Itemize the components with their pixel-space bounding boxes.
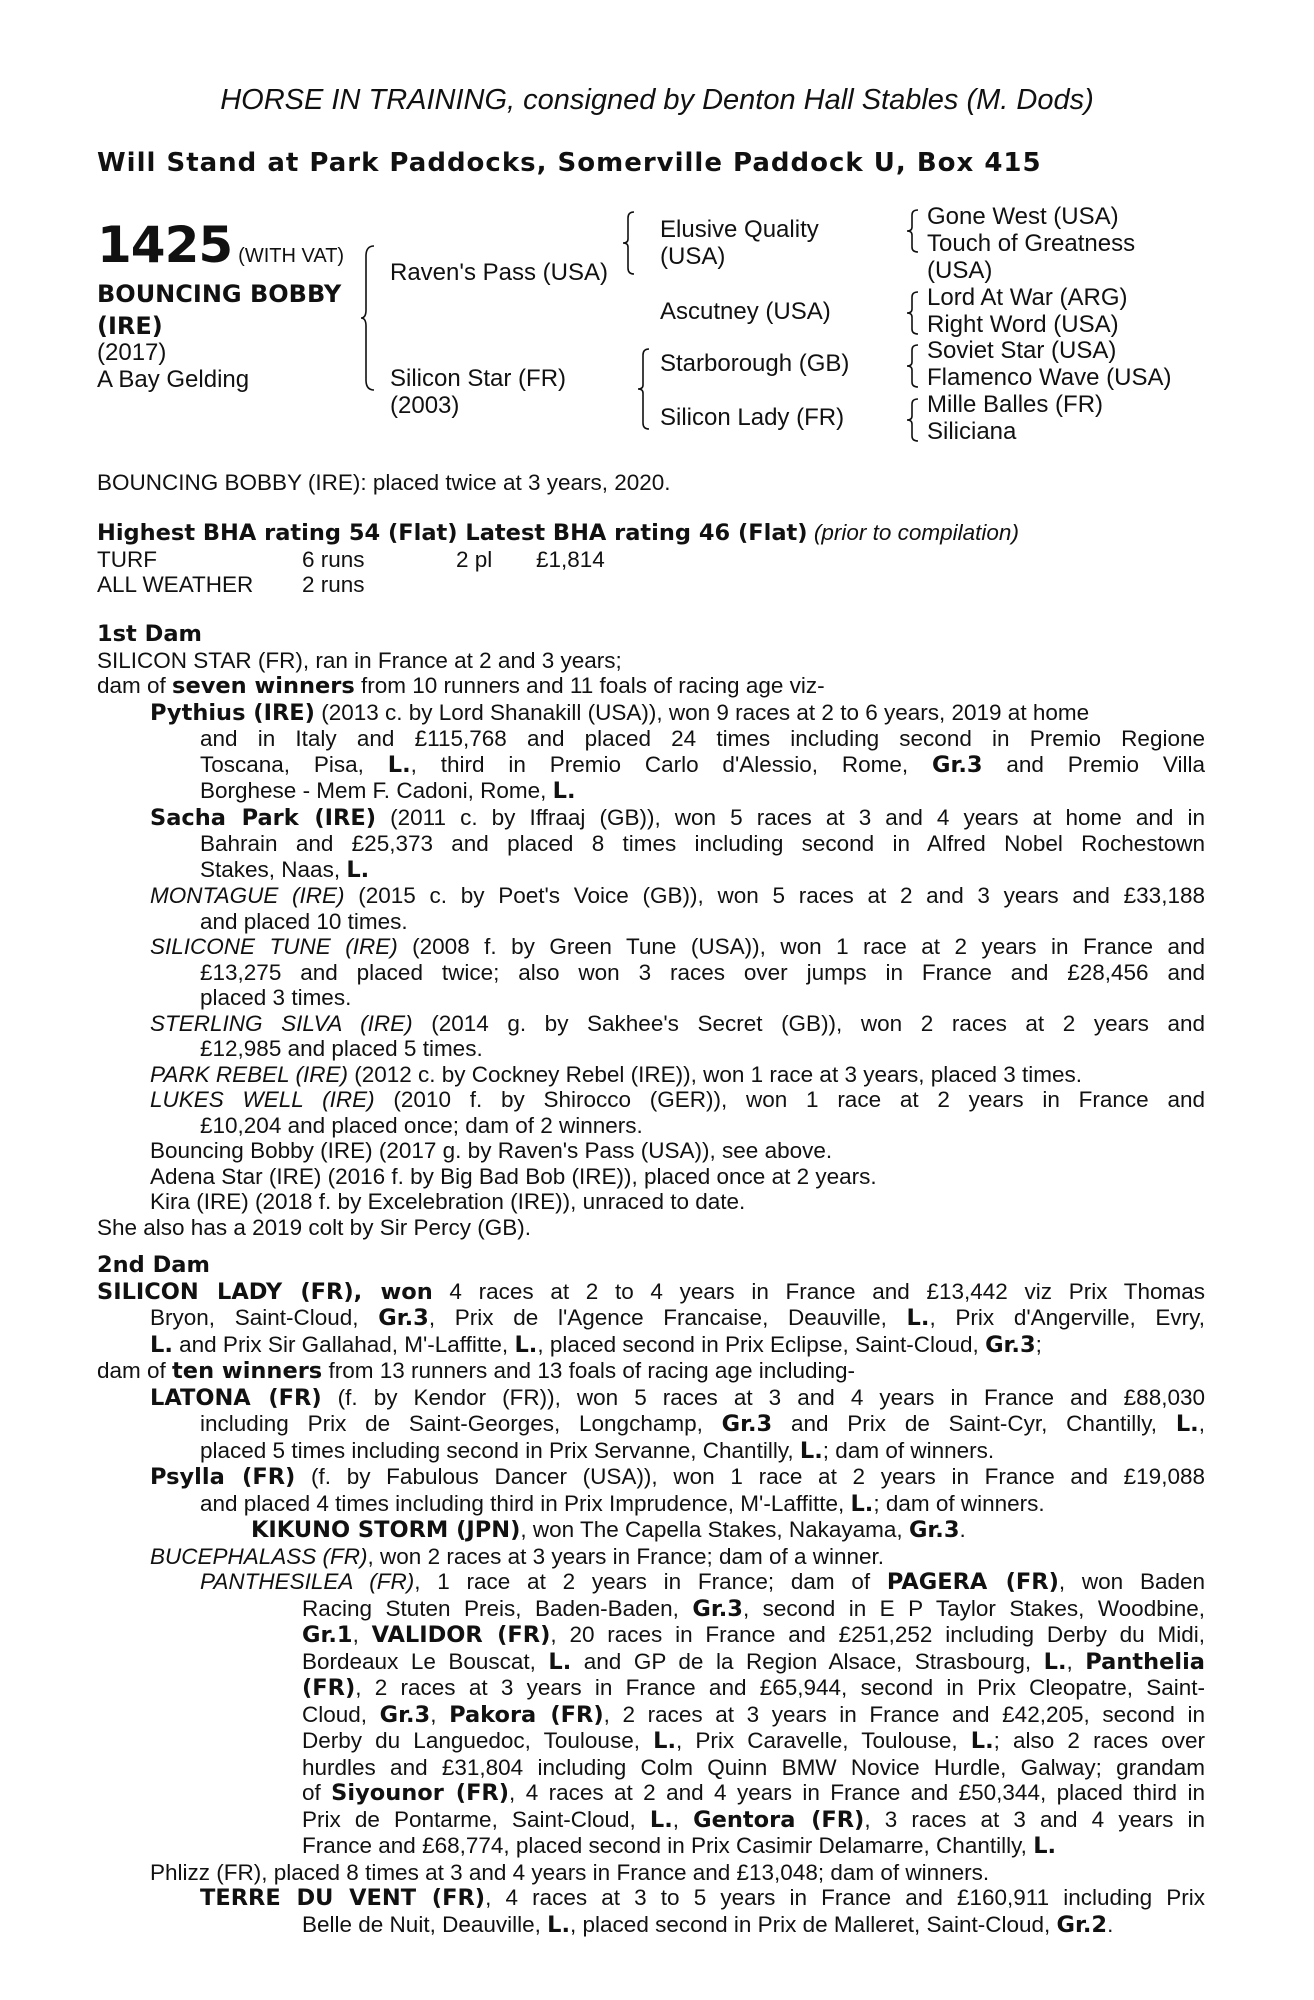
progeny-bucephalass: BUCEPHALASS (FR), won 2 races at 3 years in France; dam of a winner. [150, 1543, 885, 1569]
turf-runs: 6 runs [302, 546, 365, 572]
lot-number-block [97, 216, 344, 274]
progeny-kikuno-storm: KIKUNO STORM (JPN), won The Capella Stakes, Nakayama, Gr.3. [251, 1517, 966, 1543]
pedigree-dam-sire: Starborough (GB) [660, 350, 850, 377]
progeny-phlizz: Phlizz (FR), placed 8 times at 3 and 4 years in France and £13,048; dam of winners. [150, 1859, 990, 1885]
first-dam-progeny-count: dam of seven winners from 10 runners and 11 foals of racing age viz- [97, 673, 825, 699]
pedigree-brace-main [360, 244, 376, 392]
pedigree-sire-sire-line1: Elusive Quality [660, 216, 819, 243]
pedigree-brace-dam [637, 347, 651, 431]
progeny-sterling-silva: STERLING SILVA (IRE) (2014 g. by Sakhee's Secret (GB)), won 2 races at 2 years and [150, 1010, 1205, 1036]
pedigree-sire-sire-line2: (USA) [660, 243, 726, 270]
pedigree-dam-year: (2003) [390, 392, 460, 419]
horse-name [97, 278, 377, 342]
progeny-latona: LATONA (FR) (f. by Kendor (FR)), won 5 races at 3 and 4 years in France and £88,030 [150, 1384, 1205, 1411]
bha-rating: Highest BHA rating 54 (Flat) Latest BHA rating 46 (Flat) [97, 520, 808, 546]
pedigree-dam [390, 365, 566, 419]
second-dam-heading: 2nd Dam [97, 1252, 210, 1278]
lot-number: 1425 [97, 216, 233, 274]
race-summary: BOUNCING BOBBY (IRE): placed twice at 3 years, 2020. [97, 470, 671, 495]
pedigree-ssd [927, 230, 1135, 284]
progeny-panthesilea: PANTHESILEA (FR), 1 race at 2 years in France; dam of PAGERA (FR), won Baden [200, 1569, 1206, 1595]
pedigree-ssd-line1: Touch of Greatness [927, 230, 1136, 257]
pedigree-brace-ss [906, 208, 920, 254]
aw-label: ALL WEATHER [97, 572, 254, 597]
pedigree-brace-sd [906, 290, 920, 336]
progeny-pythius: Pythius (IRE) (2013 c. by Lord Shanakill (USA)), won 9 races at 2 to 6 years, 2019 at home [150, 699, 1090, 726]
pedigree-sire: Raven's Pass (USA) [390, 259, 608, 286]
aw-stats [97, 572, 1205, 598]
turf-earnings: £1,814 [536, 546, 605, 572]
first-dam-intro: SILICON STAR (FR), ran in France at 2 and 3 years; [97, 647, 622, 673]
turf-stats [97, 547, 1205, 573]
pedigree-sire-dam: Ascutney (USA) [660, 298, 831, 325]
horse-description: A Bay Gelding [97, 366, 250, 393]
pedigree-brace-sire [622, 210, 636, 276]
pedigree-sss: Gone West (USA) [927, 203, 1119, 230]
progeny-park-rebel: PARK REBEL (IRE) (2012 c. by Cockney Rebel (IRE)), won 1 race at 3 years, placed 3 times. [150, 1061, 1083, 1087]
turf-placed: 2 pl [456, 546, 493, 572]
rating-note: (prior to compilation) [813, 520, 1019, 545]
pedigree-dss: Soviet Star (USA) [927, 337, 1117, 364]
pedigree-dam-dam: Silicon Lady (FR) [660, 404, 845, 431]
pedigree-dsd: Flamenco Wave (USA) [927, 364, 1172, 391]
turf-label: TURF [97, 546, 157, 572]
stand-location: Will Stand at Park Paddocks, Somerville Paddock U, Box 415 [97, 148, 1042, 178]
pedigree-sds: Lord At War (ARG) [927, 284, 1128, 311]
pedigree-sire-sire [660, 216, 819, 270]
pedigree-sdd: Right Word (USA) [927, 311, 1119, 338]
progeny-psylla: Psylla (FR) (f. by Fabulous Dancer (USA)), won 1 race at 2 years in France and £19,088 [150, 1464, 1205, 1490]
pedigree-ddd: Siliciana [927, 418, 1017, 445]
horse-name-line2: (IRE) [97, 312, 163, 340]
progeny-sacha-park: Sacha Park (IRE) (2011 c. by Iffraaj (GB)), won 5 races at 3 and 4 years at home and in [150, 804, 1205, 831]
pedigree-dds: Mille Balles (FR) [927, 391, 1104, 418]
progeny-bouncing-bobby: Bouncing Bobby (IRE) (2017 g. by Raven's Pass (USA)), see above. [150, 1138, 833, 1163]
horse-name-line1: BOUNCING BOBBY [97, 280, 342, 308]
first-dam-heading: 1st Dam [97, 621, 202, 647]
pedigree-dam-name: Silicon Star (FR) [390, 365, 567, 392]
second-dam-section: 2nd Dam SILICON LADY (FR), won 4 races at 2 to 4 years in France and £13,442 viz Prix Thomas Bryon, Saint-Cloud, Gr.3, Prix de l'Agence Francaise, Deauville, L., Prix d'Angerville, Evry, L. and Prix Sir Gallahad, M'-Laffitte, L., placed second in Prix Eclipse, Saint-Cloud, Gr.3; dam of ten winners from 13 runners and 13 foals of racing age including- LATONA (FR) (f. by Kendor (FR)), won 5 races at 3 and 4 years in France and £88,030 including Prix de Saint-Georges, Longchamp, Gr.3 and Prix de Saint-Cyr, Chantilly, L., placed 5 times including second in Prix Servanne, Chantilly, L.; dam of winners. Psylla (FR) (f. by Fabulous Dancer (USA)), won 1 race at 2 years in France and £19,088 and placed 4 times including third in Prix Imprudence, M'-Laffitte, L.; dam of winners. KIKUNO STORM (JPN), won The Capella Stakes, Nakayama, Gr.3. BUCEPHALASS (FR), won 2 races at 3 years in France; dam of a winner. PANTHESILEA (FR), 1 race at 2 years in France; dam of PAGERA (FR), won Baden Racing Stuten Preis, Baden-Baden, Gr.3, second in E P Taylor Stakes, Woodbine, Gr.1, VALIDOR (FR), 20 races in France and £251,252 including Derby du Midi, Bordeaux Le Bouscat, L. and GP de la Region Alsace, Strasbourg, L., Panthelia (FR), 2 races at 3 years in France and £65,944, second in Prix Cleopatre, Saint- Cloud, Gr.3, Pakora (FR), 2 races at 3 years in France and £42,205, second in Derby du Languedoc, Toulouse, L., Prix Caravelle, Toulouse, L.; also 2 races over hurdles and £31,804 including Colm Quinn BMW Novice Hurdle, Galway; grandam of Siyounor (FR), 4 races at 2 and 4 years in France and £50,344, placed third in Prix de Pontarme, Saint-Cloud, L., Gentora (FR), 3 races at 3 and 4 years in France and £68,774, placed second in Prix Casimir Delamarre, Chantilly, L. Phlizz (FR), placed 8 times at 3 and 4 years in France and £13,048; dam of winners. TERRE DU VENT (FR), 4 races at 3 to 5 years in France and £160,911 including Prix Belle de Nuit, Deauville, L., placed second in Prix de Malleret, Saint-Cloud, Gr.2. [97, 1252, 1206, 1938]
second-dam-intro: SILICON LADY (FR), won 4 races at 2 to 4 years in France and £13,442 viz Prix Thomas [97, 1278, 1206, 1305]
consignor-line: HORSE IN TRAINING, consigned by Denton Hall Stables (M. Dods) [220, 84, 1094, 116]
horse-year: (2017) [97, 339, 167, 366]
progeny-silicone-tune: SILICONE TUNE (IRE) (2008 f. by Green Tune (USA)), won 1 race at 2 years in France and [150, 934, 1205, 959]
pedigree-brace-dd [906, 397, 920, 443]
first-dam-section: 1st Dam SILICON STAR (FR), ran in France at 2 and 3 years; dam of seven winners from 10 runners and 11 foals of racing age viz- Pythius (IRE) (2013 c. by Lord Shanakill (USA)), won 9 races at 2 to 6 years, 2019 at home and in Italy and £115,768 and placed 24 times including second in Premio Regione Toscana, Pisa, L., third in Premio Carlo d'Alessio, Rome, Gr.3 and Premio Villa Borghese - Mem F. Cadoni, Rome, L. Sacha Park (IRE) (2011 c. by Iffraaj (GB)), won 5 races at 3 and 4 years at home and in Bahrain and £25,373 and placed 8 times including second in Alfred Nobel Rochestown Stakes, Naas, L. MONTAGUE (IRE) (2015 c. by Poet's Voice (GB)), won 5 races at 2 and 3 years and £33,188 and placed 10 times. SILICONE TUNE (IRE) (2008 f. by Green Tune (USA)), won 1 race at 2 years in France and £13,275 and placed twice; also won 3 races over jumps in France and £28,456 and placed 3 times. STERLING SILVA (IRE) (2014 g. by Sakhee's Secret (GB)), won 2 races at 2 years and £12,985 and placed 5 times. PARK REBEL (IRE) (2012 c. by Cockney Rebel (IRE)), won 1 race at 3 years, placed 3 times. LUKES WELL (IRE) (2010 f. by Shirocco (GER)), won 1 race at 2 years in France and £10,204 and placed once; dam of 2 winners. Bouncing Bobby (IRE) (2017 g. by Raven's Pass (USA)), see above. Adena Star (IRE) (2016 f. by Big Bad Bob (IRE)), placed once at 2 years. Kira (IRE) (2018 f. by Excelebration (IRE)), unraced to date. She also has a 2019 colt by Sir Percy (GB). [97, 621, 1205, 1240]
vat-label: (WITH VAT) [238, 245, 345, 267]
progeny-lukes-well: LUKES WELL (IRE) (2010 f. by Shirocco (GER)), won 1 race at 2 years in France and [150, 1087, 1205, 1112]
pedigree-brace-ds [906, 343, 920, 389]
progeny-kira: Kira (IRE) (2018 f. by Excelebration (IRE)), unraced to date. [150, 1189, 746, 1214]
progeny-terre-du-vent: TERRE DU VENT (FR), 4 races at 3 to 5 years in France and £160,911 including Prix [200, 1885, 1205, 1911]
pedigree-ssd-line2: (USA) [927, 257, 993, 284]
aw-runs: 2 runs [302, 572, 365, 597]
progeny-montague: MONTAGUE (IRE) (2015 c. by Poet's Voice (GB)), won 5 races at 2 and 3 years and £33,188 [150, 883, 1205, 908]
progeny-adena-star: Adena Star (IRE) (2016 f. by Big Bad Bob (IRE)), placed once at 2 years. [150, 1163, 877, 1189]
rating-block [97, 520, 1205, 598]
first-dam-colt-note: She also has a 2019 colt by Sir Percy (GB). [97, 1214, 531, 1240]
